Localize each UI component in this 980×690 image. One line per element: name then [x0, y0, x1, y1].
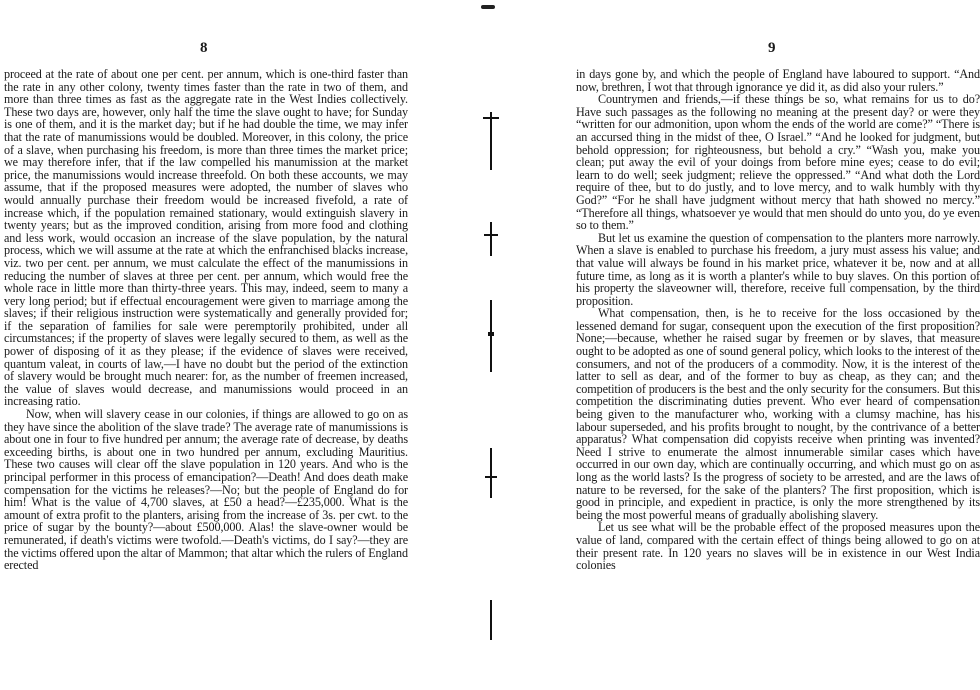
paragraph: Countrymen and friends,—if these things be so, what remains for us to do? Have such passages as the following no meaning at the present day? or were they “written for our admonition, upon whom the ends of the world are come?” “There is an accursed thing in the midst of thee, O Israel.” “And he looked for judgment, but behold oppression; for righteousness, but behold a cry.” “Wash you, make you clean; put away the evil of your doings from before mine eyes; cease to do evil; learn to do well; seek judgment; relieve the oppressed.” “And what doth the Lord require of thee, but to do justly, and to love mercy, and to walk humbly with thy God?” “For he shall have judgment without mercy that hath showed no mercy.” “Therefore all things, whatsoever ye would that men should do unto you, do ye even so to them.”	[576, 92, 980, 233]
paragraph: But let us examine the question of compensation to the planters more narrowly. When a slave is enabled to purchase his freedom, a jury must assess his value; and that value will always be found in his market price, whatever it be, now and at all future time, as long as it is worth a planter's while to buy slaves. On this portion of his property the slaveowner will, therefore, receive full compensation, by the third proposition.	[576, 230, 980, 308]
gutter-rule	[490, 112, 492, 170]
paragraph: in days gone by, and which the people of England have laboured to support. “And now, brethren, I wot that through ignorance ye did it, as did also your rulers.”	[576, 67, 980, 94]
paragraph: Let us see what will be the probable effect of the proposed measures upon the value of land, compared with the certain effect of things being allowed to go on at their present rate. In 120 years no slaves will be in existence in our West India colonies	[576, 520, 980, 573]
right-page-text	[576, 68, 980, 572]
page-number: 9	[768, 40, 776, 56]
gutter-cross	[484, 234, 498, 236]
paragraph: Now, when will slavery cease in our colonies, if things are allowed to go on as they have since the abolition of the slave trade? The average rate of manumissions is about one in four to five hundred per annum; the average rate of decrease, by deaths exceeding births, is about one in two hundred per annum, excluding Mauritius. These two causes will clear off the slave population in 120 years. And who is the principal performer in this process of emancipation?—Death! And does death make compensation for the victims he releases?—No; but the people of England do for him! What is the value of 4,700 slaves, at £50 a head?—£235,000. What is the amount of extra profit to the planters, arising from the increase of 3s. per cwt. to the price of sugar by the bounty?—about £500,000. Alas! the slave-owner would be remunerated, if death's victims were twofold.—Death's victims, do I say?—they are the victims offered upon the altar of Mammon; that altar which the rulers of England erected	[4, 407, 408, 573]
left-page	[0, 0, 414, 690]
paragraph: What compensation, then, is he to receive for the loss occasioned by the lessened demand for sugar, consequent upon the execution of the first proposition? None;—because, whether he raised sugar by freemen or by slaves, that measure ought to be adopted as one of sound general policy, which looks to the interest of the consumers, and not of the producers of a commodity. Now, it is the interest of the latter to sell as dear, and of the former to buy as cheap, as they can; and the competition of producers is the best and the only security for the consumers. But this competition the discriminating duties prevent. Who ever heard of compensation being given to the manufacturer who, working with a clumsy machine, has his labour superseded, and his profits brought to nought, by the contrivance of a better apparatus? What compensation did copyists receive when printing was invented? Need I strive to enumerate the almost innumerable similar cases which have occurred in our own day, which are continually occurring, and which must go on as long as the world lasts? Is the progress of society to be arrested, and are the laws of nature to be reversed, for the sake of the planters? The first proposition, which is good in principle, and expedient in practice, is only the more strengthened by its being the most powerful means of gradually abolishing slavery.	[576, 306, 980, 522]
gutter-cross	[485, 476, 497, 478]
gutter-rule	[490, 300, 492, 372]
right-page	[572, 0, 980, 690]
book-gutter	[488, 0, 494, 690]
page-number: 8	[200, 40, 208, 56]
gutter-rule	[490, 448, 492, 498]
left-page-text	[4, 68, 408, 572]
gutter-rule	[490, 222, 492, 256]
gutter-cross	[483, 117, 499, 119]
gutter-dot	[488, 332, 494, 336]
gutter-rule	[490, 600, 492, 640]
paragraph: proceed at the rate of about one per cent. per annum, which is one-third faster than the rate in any other colony, twenty times faster than the rate in two of them, and more than three times as fast as the aggregate rate in the West Indies collectively. These two days are, however, only half the time the slave ought to have; for Sunday is one of them, and it is the market day; but if he had double the time, we may infer that the rate of manumissions would be doubled. Moreover, in this colony, the price of a slave, when purchasing his freedom, is more than three times the market price; we may therefore infer, that if the law compelled his manumission at the market price, the manumissions would increase threefold. On both these accounts, we may assume, that if the proposed measures were adopted, the number of slaves who would annually purchase their freedom would be increased fivefold, a rate of increase which, if the population remained stationary, would extinguish slavery in twenty years; but as the improved condition, arising from more food and clothing and less work, would occasion an increase of the slave population, by the natural process, which we will assume at the rate at which the enfranchised blacks increase, viz. two per cent. per annum, we must calculate the effect of the manumissions in reducing the number of slaves at three per cent. per annum, which would free the whole race in little more than thirty-three years. This may, indeed, seem to many a very long period; but if effectual encouragement were given to marriage among the slaves; if their religious instruction were systematically and generally provided for; if the separation of families for sale were peremptorily prohibited, under all circumstances; if the property of slaves were legally secured to them, as well as the power of disposing of it as they please; if the evidence of slaves were received, quantum valeat, in courts of law,—I have no doubt but the period of the extinction of slavery would be brought much nearer: for, as the number of freemen increased, the value of slaves would decrease, and manumissions would proceed in an increasing ratio.	[4, 67, 408, 409]
